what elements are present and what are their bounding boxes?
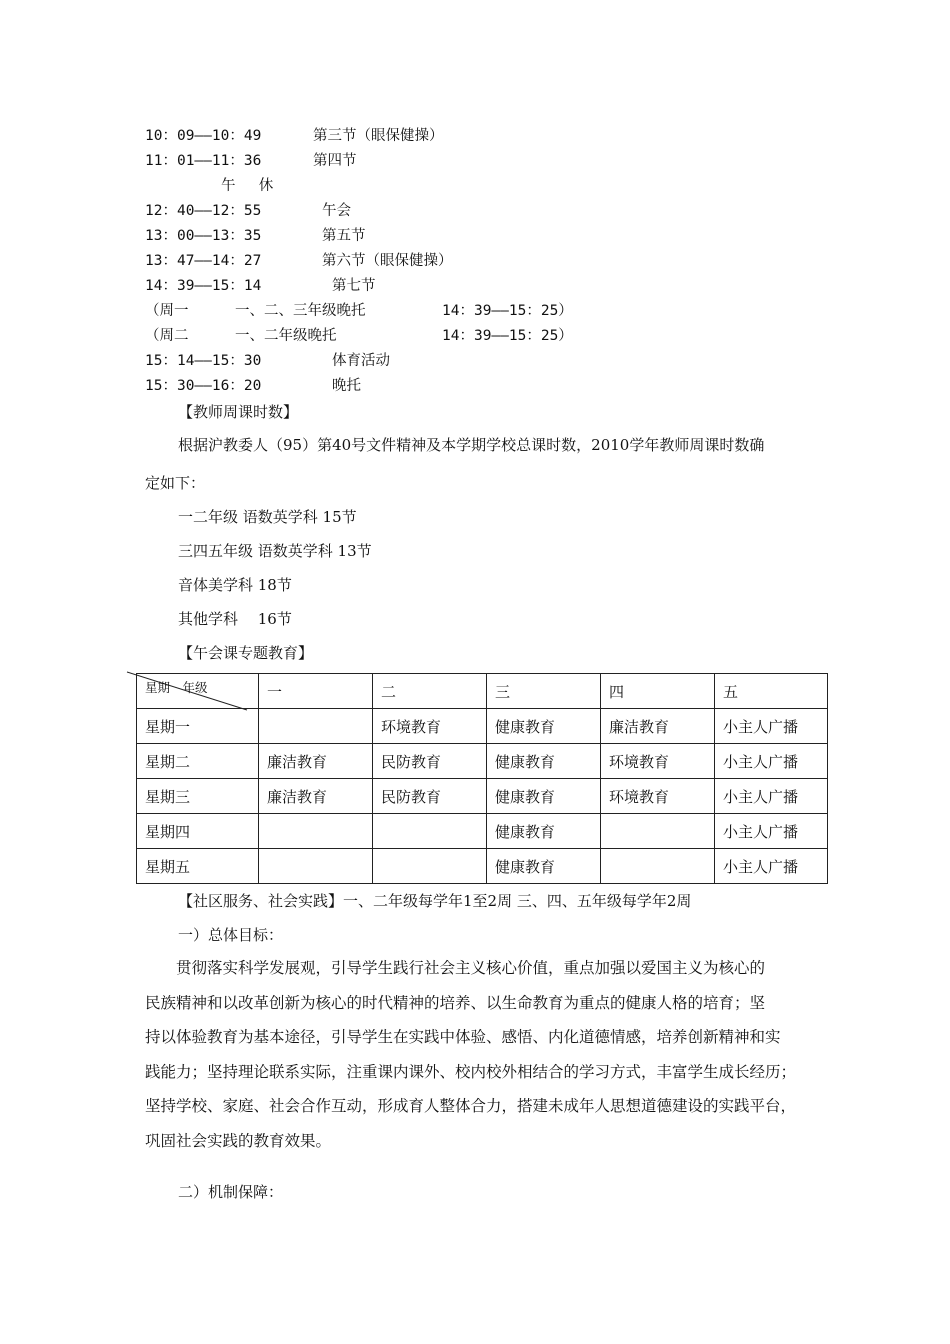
day-cell: 星期一 <box>137 709 259 744</box>
mechanism-title: 二）机制保障： <box>178 1183 284 1201</box>
table-row <box>137 849 828 884</box>
teacher-hours-heading: 【教师周课时数】 <box>178 403 299 421</box>
table-header-row <box>137 674 828 709</box>
topic-cell <box>259 814 373 849</box>
schedule-row <box>145 199 845 224</box>
daily-schedule <box>145 124 845 399</box>
table-row <box>137 744 828 779</box>
paragraph-line: 践能力；坚持理论联系实际，注重课内课外、校内校外相结合的学习方式，丰富学生成长经历； <box>145 1062 797 1081</box>
topic-cell: 廉洁教育 <box>601 709 715 744</box>
topic-cell: 小主人广播 <box>715 814 828 849</box>
grade-header: 一 <box>259 674 373 709</box>
schedule-desc: 一、二年级晚托 <box>235 328 337 344</box>
schedule-desc: 第三节（眼保健操） <box>313 128 444 144</box>
day-cell: 星期二 <box>137 744 259 779</box>
schedule-row <box>145 299 845 324</box>
topic-cell: 小主人广播 <box>715 709 828 744</box>
teacher-hours-item: 其他学科 16节 <box>178 610 292 628</box>
schedule-time: 12：40——12：55 <box>145 203 262 219</box>
schedule-row <box>145 149 845 174</box>
topic-cell: 健康教育 <box>487 849 601 884</box>
schedule-row <box>145 224 845 249</box>
topic-cell: 小主人广播 <box>715 744 828 779</box>
topic-cell <box>373 849 487 884</box>
grade-header: 二 <box>373 674 487 709</box>
schedule-desc: 午 休 <box>221 178 274 194</box>
schedule-time: （周二 <box>145 328 189 344</box>
corner-label: 星期 年级 <box>145 680 208 695</box>
noon-topic-table <box>136 673 828 884</box>
topic-cell: 健康教育 <box>487 709 601 744</box>
schedule-desc: 第六节（眼保健操） <box>322 253 453 269</box>
day-cell: 星期三 <box>137 779 259 814</box>
schedule-row <box>145 324 845 349</box>
schedule-desc: 午会 <box>322 203 351 219</box>
schedule-desc: 一、二、三年级晚托 <box>235 303 366 319</box>
schedule-desc: 第七节 <box>332 278 376 294</box>
topic-cell <box>373 814 487 849</box>
day-cell: 星期五 <box>137 849 259 884</box>
teacher-hours-item: 音体美学科 18节 <box>178 576 292 594</box>
goal-title: 一）总体目标： <box>178 926 284 944</box>
topic-cell: 健康教育 <box>487 814 601 849</box>
schedule-row <box>145 349 845 374</box>
grade-header: 四 <box>601 674 715 709</box>
topic-cell: 小主人广播 <box>715 779 828 814</box>
table-row <box>137 779 828 814</box>
topic-cell: 环境教育 <box>373 709 487 744</box>
topic-cell <box>601 849 715 884</box>
paragraph-line: 贯彻落实科学发展观，引导学生践行社会主义核心价值，重点加强以爱国主义为核心的 <box>145 959 766 977</box>
paragraph-line: 民族精神和以改革创新为核心的时代精神的培养、以生命教育为重点的健康人格的培育；坚 <box>145 993 766 1012</box>
schedule-row <box>145 249 845 274</box>
schedule-desc: 第五节 <box>322 228 366 244</box>
teacher-hours-intro-1: 根据沪教委人（95）第40号文件精神及本学期学校总课时数，2010学年教师周课时数确 <box>178 436 765 454</box>
paragraph-line: 坚持学校、家庭、社会合作互动，形成育人整体合力，搭建未成年人思想道德建设的实践平台， <box>145 1097 797 1116</box>
schedule-desc: 晚托 <box>332 378 361 394</box>
teacher-hours-item: 一二年级 语数英学科 15节 <box>178 508 357 526</box>
paragraph-line: 巩固社会实践的教育效果。 <box>145 1131 332 1150</box>
schedule-extra: 14：39——15：25） <box>442 328 573 344</box>
schedule-desc: 体育活动 <box>332 353 390 369</box>
topic-cell: 环境教育 <box>601 779 715 814</box>
table-row <box>137 814 828 849</box>
day-cell: 星期四 <box>137 814 259 849</box>
schedule-row <box>145 274 845 299</box>
grade-header: 三 <box>487 674 601 709</box>
topic-cell: 小主人广播 <box>715 849 828 884</box>
schedule-row <box>145 124 845 149</box>
grade-header: 五 <box>715 674 828 709</box>
schedule-time: 13：00——13：35 <box>145 228 262 244</box>
topic-cell <box>259 849 373 884</box>
topic-cell: 民防教育 <box>373 744 487 779</box>
schedule-time: （周一 <box>145 303 189 319</box>
topic-cell: 健康教育 <box>487 744 601 779</box>
topic-cell: 民防教育 <box>373 779 487 814</box>
schedule-desc: 第四节 <box>313 153 357 169</box>
topic-cell <box>601 814 715 849</box>
community-heading: 【社区服务、社会实践】一、二年级每学年1至2周 三、四、五年级每学年2周 <box>178 892 692 910</box>
teacher-hours-item: 三四五年级 语数英学科 13节 <box>178 542 372 560</box>
table-row <box>137 709 828 744</box>
schedule-row <box>145 374 845 399</box>
schedule-time: 10：09——10：49 <box>145 128 262 144</box>
schedule-time: 15：30——16：20 <box>145 378 262 394</box>
teacher-hours-intro-2: 定如下： <box>145 474 206 492</box>
corner-cell <box>137 674 259 709</box>
topic-cell: 健康教育 <box>487 779 601 814</box>
topic-cell: 廉洁教育 <box>259 779 373 814</box>
schedule-time: 15：14——15：30 <box>145 353 262 369</box>
paragraph-line: 持以体验教育为基本途径，引导学生在实践中体验、感悟、内化道德情感，培养创新精神和实 <box>145 1028 781 1047</box>
goal-paragraph <box>145 951 817 1159</box>
topic-cell: 廉洁教育 <box>259 744 373 779</box>
topic-cell <box>259 709 373 744</box>
schedule-extra: 14：39——15：25） <box>442 303 573 319</box>
schedule-row <box>145 174 845 199</box>
schedule-time: 14：39——15：14 <box>145 278 262 294</box>
schedule-time: 13：47——14：27 <box>145 253 262 269</box>
topic-cell: 环境教育 <box>601 744 715 779</box>
schedule-time: 11：01——11：36 <box>145 153 262 169</box>
noon-topic-heading: 【午会课专题教育】 <box>178 644 314 662</box>
